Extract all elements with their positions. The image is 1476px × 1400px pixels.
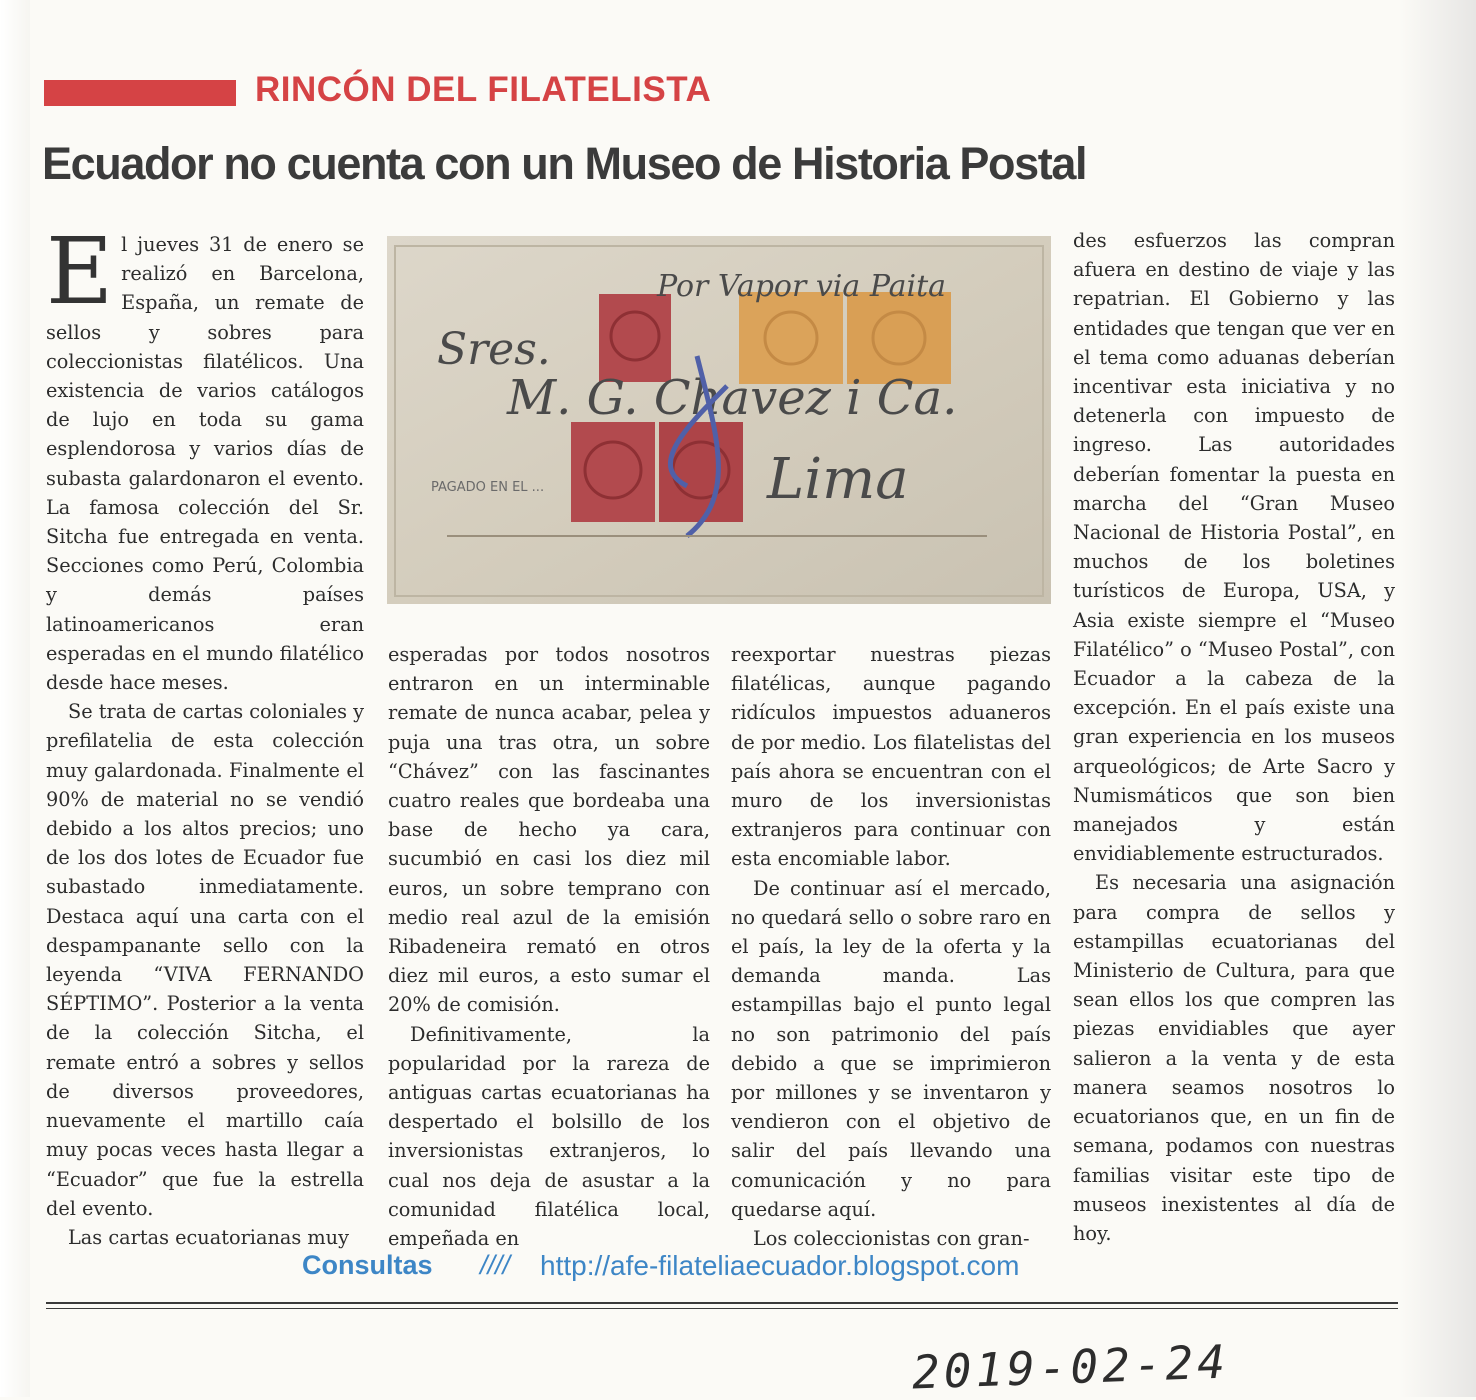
article-paragraph: Los coleccionistas con gran- bbox=[753, 1227, 1030, 1251]
footer-rule bbox=[46, 1302, 1398, 1304]
cover-letter-photo bbox=[387, 236, 1051, 604]
handwriting-line-1: Por Vapor via Paita bbox=[657, 269, 947, 304]
article-paragraph: Las cartas ecuatorianas muy bbox=[68, 1225, 349, 1249]
red-stamp-top bbox=[599, 294, 671, 382]
article-paragraph: Se trata de cartas coloniales y prefilatelia de esta colección muy galardonada. Finalmente el 90% de material no se vendió debido a los altos precios; uno de los dos lotes de Ecuador fue subastado inmediatamente. Destaca aquí una carta con el despampanante sello con la leyenda “VIVA FERNANDO SÉPTIMO”. Posterior a la venta de la colección Sitcha, el remate entró a sobres y sellos de diversos proveedores, nuevamente el martillo caía muy pocas veces hasta llegar a “Ecuador” que fue la estrella del evento. bbox=[46, 700, 364, 1220]
section-accent-bar bbox=[44, 80, 236, 106]
article-paragraph bbox=[46, 218, 364, 697]
postmark-text: PAGADO EN EL ... bbox=[431, 480, 545, 495]
article-headline: Ecuador no cuenta con un Museo de Historia Postal bbox=[42, 138, 1087, 189]
footer-url-link[interactable]: http://afe-filateliaecuador.blogspot.com bbox=[540, 1250, 1020, 1281]
handwriting-line-4: Lima bbox=[767, 447, 909, 512]
footer-separator: //// bbox=[480, 1250, 511, 1280]
handwritten-date: 2019-02-24 bbox=[911, 1334, 1230, 1400]
postal-cover-illustration bbox=[387, 236, 1051, 604]
article-paragraph: reexportar nuestras piezas filatélicas, aunque pagando ridículos impuestos aduaneros de por medio. Los filatelistas del país ahora se encuentran con el muro de los inversionistas extranjeros para continuar con esta encomiable labor. bbox=[731, 643, 1051, 871]
paragraph-text: l jueves 31 de enero se realizó en Barcelona, España, un remate de sellos y sobres para coleccionistas filatélicos. Una existencia de varios catálogos de lujo en toda su gama esplendorosa y varios días de subasta galardonaron el evento. La famosa colección del Sr. Sitcha fue entregada en venta. Secciones como Perú, Colombia y demás países latinoamericanos eran esperadas en el mundo filatélico desde hace meses. bbox=[46, 233, 364, 695]
drop-cap: E bbox=[46, 218, 114, 325]
article-paragraph: Es necesaria una asignación para compra de sellos y estampillas ecuatorianas del Ministerio de Cultura, para que sean ellos los que compren las piezas envidiables que ayer salieron a la venta y de esta manera seamos nosotros lo ecuatorianos que, en un fin de semana, podamos con nuestras familias visitar este tipo de museos inexistentes al día de hoy. bbox=[1073, 871, 1395, 1245]
article-column-2 bbox=[388, 640, 710, 1253]
article-paragraph: des esfuerzos las compran afuera en destino de viaje y las repatrian. El Gobierno y las entidades que tengan que ver en el tema como aduanas deberían incentivar esta iniciativa y no detenerla con impuesto de ingreso. Las autoridades deberían fomentar la puesta en marcha del “Gran Museo Nacional de Historia Postal”, en muchos de los boletines turísticos de Europa, USA, y Asia existe siempre el “Museo Filatélico” o “Museo Postal”, con Ecuador a la cabeza de la excepción. En el país existe una gran experiencia en los museos arqueológicos; de Arte Sacro y Numismáticos que son bien manejados y están envidiablemente estructurados. bbox=[1073, 229, 1395, 866]
footer-label: Consultas bbox=[302, 1250, 433, 1280]
handwriting-line-2: Sres. bbox=[437, 324, 551, 375]
article-paragraph: esperadas por todos nosotros entraron en un interminable remate de nunca acabar, pelea y puja una tras otra, un sobre “Chávez” con las fascinantes cuatro reales que bordeaba una base de hecho ya cara, sucumbió en casi los diez mil euros, un sobre temprano con medio real azul de la emisión Ribadeneira remató en otros diez mil euros, a esto sumar el 20% de comisión. bbox=[388, 643, 710, 1017]
article-column-3 bbox=[731, 640, 1051, 1253]
article-column-4 bbox=[1073, 226, 1395, 1248]
footer-rule-thin bbox=[46, 1308, 1398, 1309]
next-page-bleed bbox=[1400, 0, 1476, 1397]
handwriting-line-3: M. G. Chavez i Ca. bbox=[507, 370, 958, 426]
article-paragraph: Definitivamente, la popularidad por la rareza de antiguas cartas ecuatorianas ha despertado el bolsillo de los inversionistas extranjeros, lo cual nos deja de asustar a la comunidad filatélica local, empeñada en bbox=[388, 1022, 710, 1251]
scan-edge bbox=[0, 0, 30, 1397]
article-paragraph: De continuar así el mercado, no quedará sello o sobre raro en el país, la ley de la oferta y la demanda manda. Las estampillas bajo el punto legal no son patrimonio del país debido a que se imprimieron por millones y se inventaron y vendieron con el objetivo de salir del país llevando una comunicación y no para quedarse aquí. bbox=[731, 876, 1051, 1221]
article-column-1 bbox=[46, 218, 364, 1252]
section-title: RINCÓN DEL FILATELISTA bbox=[255, 70, 712, 109]
